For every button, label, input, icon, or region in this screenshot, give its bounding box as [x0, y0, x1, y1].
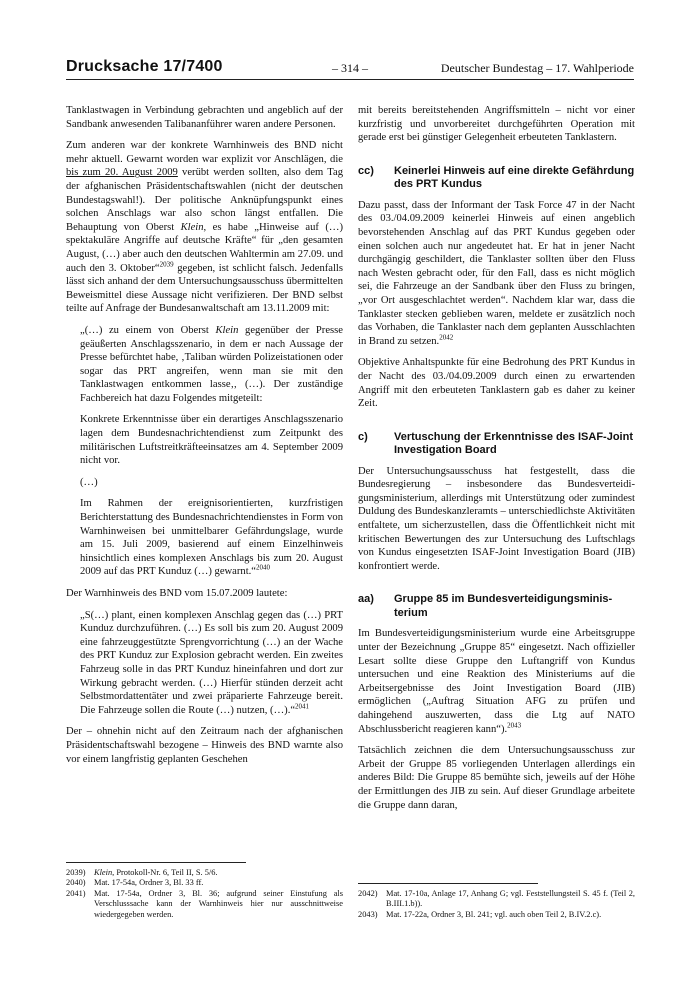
page-number: – 314 – [332, 61, 368, 75]
block-quote: Konkrete Erkenntnisse über ein derartiges Anschlagsszenario lagen dem Bundesnachrichtendienst zum Zeitpunkt des militärischen Luftstreitkräfteeinsatzes am 4. September 2009 nicht vor. [80, 414, 343, 467]
footnote: 2039) Klein, Protokoll-Nr. 6, Teil II, S. 5/6. [66, 868, 218, 877]
footnote-ref: 2041 [295, 702, 310, 711]
paragraph: Der Untersuchungsausschuss hat festgestellt, dass die Bundesregierung – insbesondere das Bundesverteidigungsministerium, allerdings mit Unterstützung oder zumindest Duldung des Bundeskanzleramts – unterschiedlichste Aktivitäten entfaltete, um sicherzustellen, dass die Öffentlichkeit nicht mit kritischen Bewertungen des zur Untersuchung des Luftschlags von Kundus eingesetzten ISAF-Joint Investigation Board (JIB) konfrontiert werde. [358, 465, 635, 572]
page-header [66, 58, 634, 80]
left-column [66, 104, 343, 774]
paragraph: Dazu passt, dass der Informant der Task Force 47 in der Nacht des 03./04.09.2009 keinerlei Hinweis auf einen angeblich bevorstehenden Anschlag auf das PRT Kundus gegeben oder einen solchen auch nur angedeutet hat. Er hat in jener Nacht durchgängig geschildert, die Tanklaster sollten über den Fluss nach Westen gebracht oder, für den Fall, dass es nicht möglich sei, die Fahrzeuge an der Sandbank über den Fluss zu bringen, „vor Ort ausgeschlachtet werden“. Nachdem klar war, dass die Tanklaster stecken geblieben waren, meldete er zusätzlich noch das Vorhaben, die Tanklaster nach dem geplanten Ausschlachten in Brand zu setzen.$^{2042}$ [358, 199, 635, 347]
right-column [358, 104, 635, 820]
footnotes-right [358, 883, 635, 920]
section-title: Gruppe 85 im Bundesverteidigungsministerium [394, 593, 613, 619]
section-title: Vertuschung der Erkenntnisse des ISAF-Joint Investigation Board [394, 430, 633, 457]
footnote: 2041) Mat. 17-54a, Ordner 3, Bl. 36; aufgrund seiner Einstufung als Verschlusssache kann der Warnhinweis hier nur ausschnittweise wiedergegeben werden. [66, 888, 343, 919]
block-quote: „(…) zu einem von Oberst Klein gegenüber der Presse geäußerten Anschlagsszenario, in dem er nach Aussage der Presse befürchtet habe, ‚Taliban würden Polizeistationen oder sogar das PRT angreifen, wenn man sie mit den Tanklastwagen entkommen lasse‚, (…). Der zuständige Fachbereich hat dazu Folgendes mitgeteilt: [80, 324, 343, 404]
paragraph: Im Bundesverteidigungsministerium wurde eine Arbeitsgruppe unter der Bezeichnung „Gruppe 85“ eingesetzt. Nach offizieller Lesart sollte diese Gruppe den Luftangriff von Kundus untersuchen und eine Reaktion des Ministeriums auf die Arbeitsergebnisse des Joint Investigation Board (JIB) ermöglichen („Auftrag Situation AFG zu prüfen und dahingehend auszuwerten, dass die Ltg auf NATO Abschlussbericht reagieren kann“).$^{2043}$ [358, 628, 635, 735]
section-heading [358, 593, 635, 620]
footnote-divider [66, 862, 246, 863]
paragraph: Der Warnhinweis des BND vom 15.07.2009 lautete: [66, 588, 288, 599]
paragraph: Objektive Anhaltspunkte für eine Bedrohung des PRT Kundus in der Nacht des 03./04.09.2009 durch einen zu erwartenden Angriff mit den erbeuteten Tanklastern gab es daher zu keiner Zeit. [358, 357, 635, 410]
paragraph: Tatsächlich zeichnen die dem Untersuchungsausschuss zur Arbeit der Gruppe 85 vorliegenden Unterlagen allerdings ein anderes Bild: Die Gruppe 85 bemühte sich, jeweils auf der Höhe der Ermittlungen des JIB zu sein. Auf dieser Grundlage arbeitete die Gruppe dann daran, [358, 745, 635, 811]
document-number-prefix: Drucksache 17/ [66, 58, 187, 75]
block-quote: „S(…) plant, einen komplexen Anschlag gegen das (…) PRT Kunduz durchzuführen. (…) Es soll bis zum 20. August 2009 eine fahrzeuggestützte Sprengvorrichtung (…) an der Wache des PRT Kunduz zur Explosion gebracht werden. Ein zweites Fahrzeug solle in das PRT Kunduz hineinfahren und dort zur Wirkung gebracht werden. (…) Hierfür stünden derzeit acht Selbstmordattentäter und zwei präparierte Fahrzeuge bereit. Die Fahrzeuge sollen die Route (…) nutzen, (…).“$^{2041}$ [80, 609, 343, 716]
footnotes-left [66, 862, 343, 920]
publication-info: Deutscher Bundestag – 17. Wahlperiode [440, 61, 634, 75]
footnote-divider [358, 883, 538, 884]
section-heading [358, 431, 635, 458]
footnote-ref: 2040 [256, 563, 270, 572]
paragraph: Tanklastwagen in Verbindung gebrachten und angeblich auf der Sandbank anwesenden Talibananführer waren andere Personen. [66, 105, 343, 130]
footnote-ref: 2042 [439, 333, 454, 342]
document-number-value: 7400 [186, 58, 223, 75]
paragraph: Zum anderen war der konkrete Warnhinweis des BND nicht mehr aktuell. Gewarnt worden war explizit vor Anschlägen, die bis zum 20. August 2009 verübt werden sollten, also dem Tag der afghanischen Präsidentschaftswahlen (nicht der deutschen Bundestagswahl!). Der politische Anknüpfungspunkt eines solchen Anschlags war also schon längst entfallen. Die Behauptung von Oberst Klein, es habe „Hinweise auf (…) spektakuläre Angriffe auf deutsche Kräfte“ für „den gesamten August, (…) aber auch den deutschen Wahltermin am 27.09. und auch den 3. Oktober“$^{2039}$ gegeben, ist schlicht falsch. Jedenfalls lässt sich anhand der dem Untersuchungsausschuss übermittelten Beweismittel diese Aussage nicht verifizieren. Der BND selbst teilte auf Anfrage der Bundesanwaltschaft am 13.11.2009 mit: [66, 140, 343, 315]
footnote: 2042) Mat. 17-10a, Anlage 17, Anhang G; vgl. Feststellungsteil S. 45 f. (Teil 2, B.III.1.b)). [358, 889, 635, 909]
footnote: 2043) Mat. 17-22a, Ordner 3, Bl. 241; vgl. auch oben Teil 2, B.IV.2.c). [358, 909, 602, 919]
footnote-ref: 2043 [507, 721, 522, 730]
section-label: cc) [358, 164, 374, 177]
section-label: aa) [358, 593, 374, 606]
block-quote: (…) [80, 476, 98, 488]
footnote: 2040) Mat. 17-54a, Ordner 3, Bl. 33 ff. [66, 878, 204, 888]
header-divider [66, 79, 634, 80]
section-label: c) [358, 430, 368, 443]
footnote-ref: 2039 [159, 260, 174, 268]
block-quote: Im Rahmen der ereignisorientierten, kurzfristigen Berichterstattung des Bundesnachrichtendienstes in Form von Warnhinweisen bei unmittelbarer Gefährdungslage, wurde am 15. Juli 2009, basierend auf einem Einzelhinweis hinsichtlich eines komplexen Anschlags bis zum 20. August 2009 auf das PRT Kunduz (…) gewarnt.“$^{2040}$ [80, 498, 343, 578]
paragraph: Der – ohnehin nicht auf den Zeitraum nach der afghanischen Präsidentschaftswahl bezogene – Hinweis des BND warnte also vor einem langfristig geplanten Geschehen [66, 726, 343, 765]
section-heading [358, 165, 635, 192]
underlined-date: bis zum 20. August 2009 [66, 167, 178, 179]
section-title: Keinerlei Hinweis auf eine direkte Gefährdung des PRT Kundus [394, 164, 635, 191]
paragraph: mit bereits bereitstehenden Angriffsmitteln – nicht vor einer kurzfristig und unvorbereitet durchgeführten Operation mit gerade erst bei günstiger Gelegenheit erbeuteten Tanklastern. [358, 105, 635, 144]
